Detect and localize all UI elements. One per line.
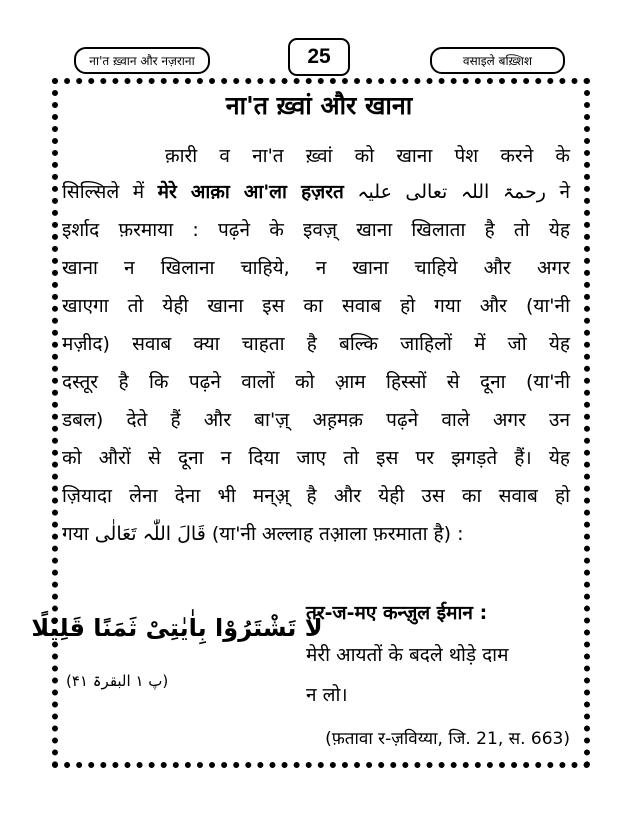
body-line-2 (62, 177, 570, 207)
body-line-8: डबल) देते हैं और बा'ज़् अह़मक़ पढ़ने वाले अगर उन (62, 409, 570, 431)
quran-verse-calligraphy (31, 596, 323, 656)
body-line-7: दस्तूर है कि पढ़ने वालों को आ़म हिस्सों से दूना (या'नी (62, 371, 570, 393)
body-line-1: क़ारी व ना'त ख़्वां को खाना पेश करने के (165, 145, 570, 167)
body-line-11: गया قَالَ اللّٰہ تَعَالٰی (या'नी अल्लाह तआ़ला फ़रमाता है) : (62, 523, 464, 545)
body-line-3: इर्शाद फ़रमाया : पढ़ने के इवज़् खाना खिलाता है तो येह (62, 219, 570, 241)
translation-line-1: मेरी आयतों के बदले थोड़े दाम (306, 644, 509, 666)
body-line-9: को औरों से दूना न दिया जाए तो इस पर झगड़ते हैं। येह (62, 447, 570, 469)
page-number: 25 (288, 38, 350, 76)
running-header-right: वसाइले बख़्शिश (430, 47, 565, 74)
verse-text: لَا تَشْتَرُوْا بِاٰیٰتِیْ ثَمَنًا قَلِیْلًا (31, 614, 323, 642)
body-text: सिल्सिले में (62, 181, 158, 203)
verse-reference: (پ ۱ البقرۃ ۴۱) (66, 672, 169, 690)
translation-heading: तर-ज-मए कन्ज़ुल ईमान : (306, 602, 488, 624)
page-title: ना'त ख़्वां और खाना (225, 91, 413, 120)
body-text: رحمۃ اللہ تعالی علیہ ने (343, 181, 570, 203)
body-line-10: ज़ियादा लेना देना भी मन्अ़् है और येही उस का सवाब हो (62, 485, 570, 507)
citation: (फ़तावा र-ज़विय्या, जि. 21, स. 663) (325, 729, 570, 749)
body-line-5: खाएगा तो येही खाना इस का सवाब हो गया और (या'नी (62, 295, 570, 317)
body-line-6: मज़ीद) सवाब क्या चाहता है बल्कि जाहिलों में जो येह (62, 333, 570, 355)
body-line-4: खाना न खिलाना चाहिये, न खाना चाहिये और अगर (62, 257, 570, 279)
running-header-left: ना'त ख़्वान और नज़राना (74, 47, 210, 74)
translation-line-2: न लो। (306, 684, 348, 706)
emphasis-text: मेरे आक़ा आ'ला हज़रत (157, 181, 344, 203)
